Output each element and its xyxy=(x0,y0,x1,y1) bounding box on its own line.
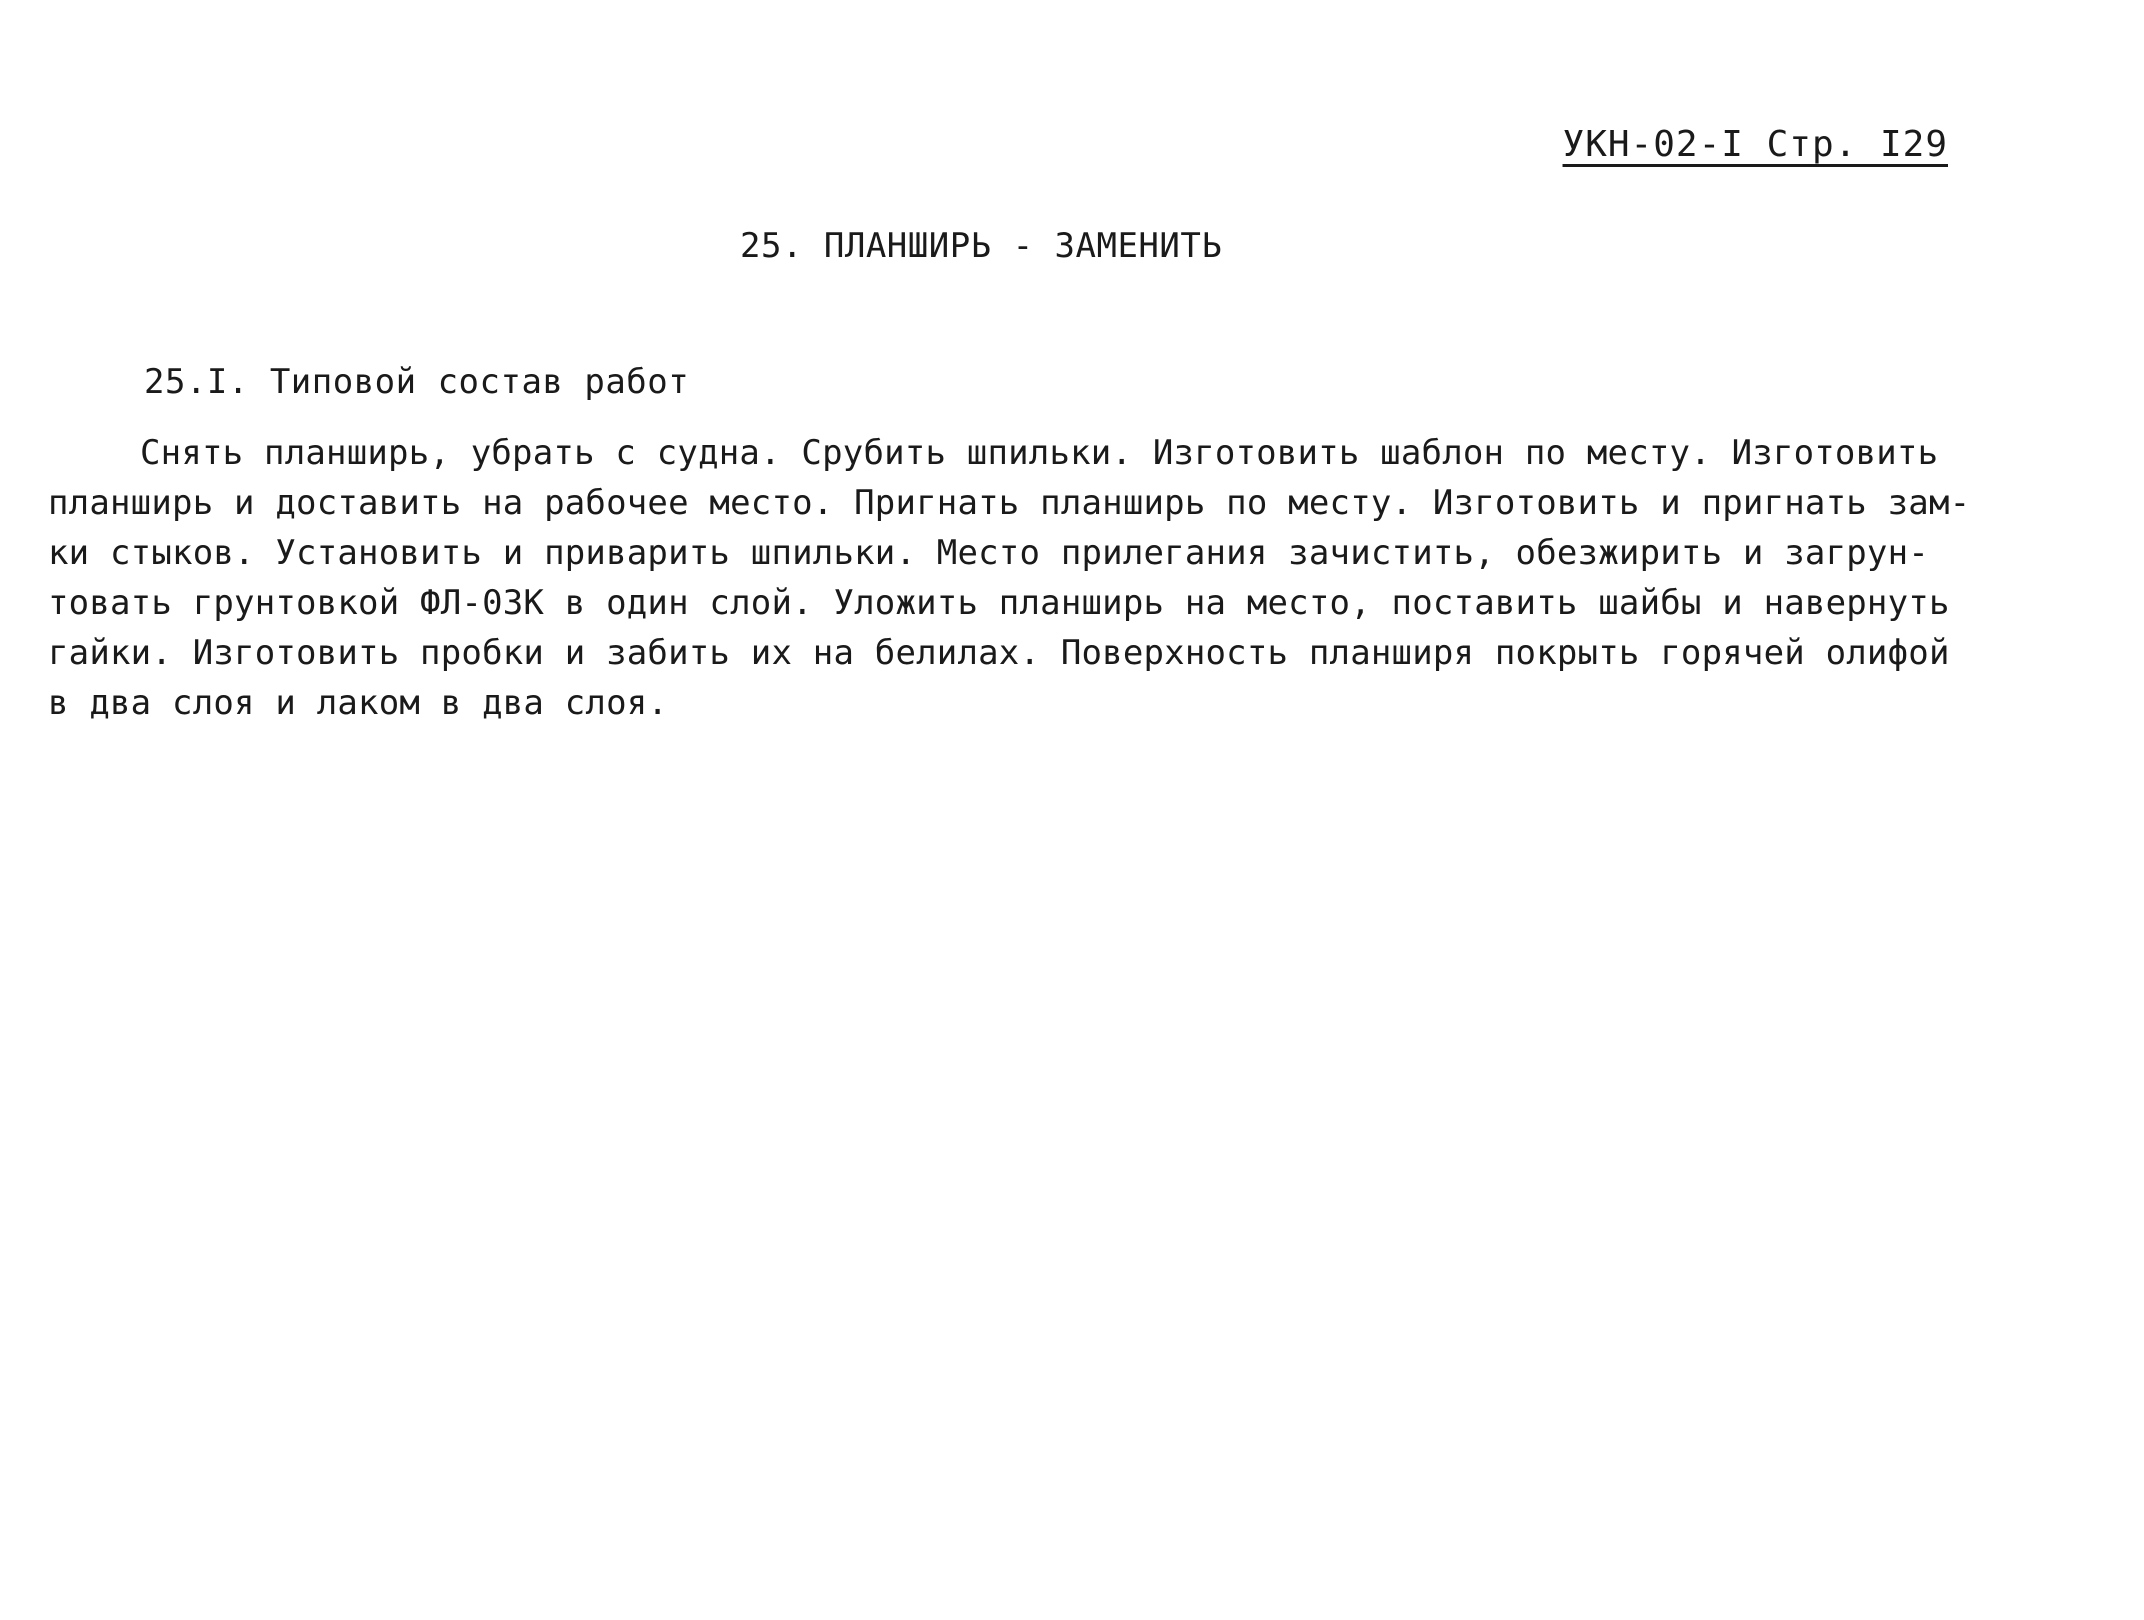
body-line-4: товать грунтовкой ФЛ-03К в один слой. Уложить планширь на место, поставить шайбы и навернуть xyxy=(48,583,1950,623)
body-line-5: гайки. Изготовить пробки и забить их на белилах. Поверхность планширя покрыть горячей олифой xyxy=(48,633,1950,673)
body-line-1: Снять планширь, убрать с судна. Срубить шпильки. Изготовить шаблон по месту. Изготовить xyxy=(140,433,1939,473)
subsection-title: 25.I. Типовой состав работ xyxy=(144,362,690,402)
body-paragraph xyxy=(48,428,1971,728)
page-reference: УКН-02-I Стр. I29 xyxy=(1562,124,1948,165)
body-line-3: ки стыков. Установить и приварить шпильки. Место прилегания зачистить, обезжирить и загрун- xyxy=(48,533,1929,573)
section-title: 25. ПЛАНШИРЬ - ЗАМЕНИТЬ xyxy=(740,226,1223,266)
body-line-2: планширь и доставить на рабочее место. Пригнать планширь по месту. Изготовить и пригнать зам- xyxy=(48,483,1971,523)
body-line-6: в два слоя и лаком в два слоя. xyxy=(48,683,669,723)
